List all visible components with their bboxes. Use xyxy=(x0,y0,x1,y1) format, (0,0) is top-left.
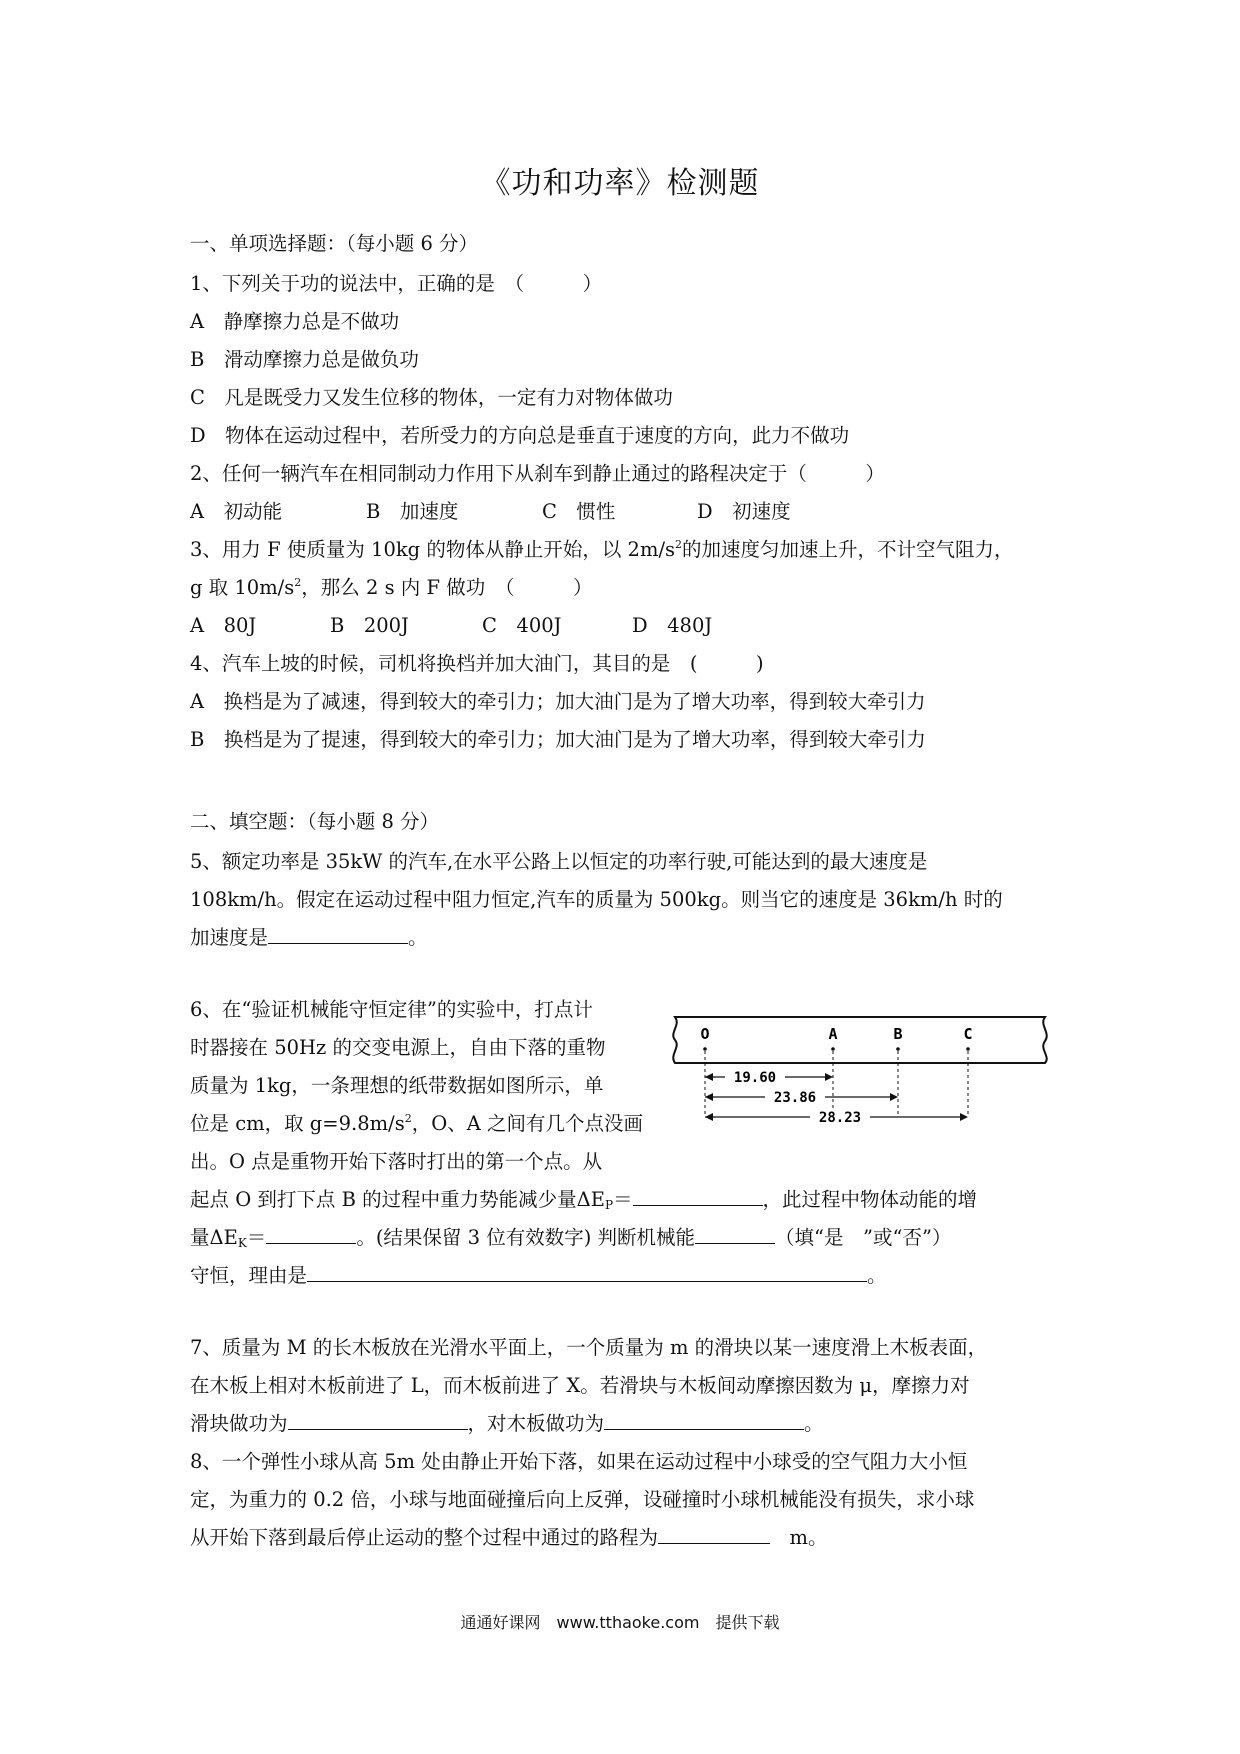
q8-line1: 8、一个弹性小球从高 5m 处由静止开始下落，如果在运动过程中小球受的空气阻力大小恒 xyxy=(190,1450,968,1473)
tape-dot-a xyxy=(831,1047,835,1051)
q3-stem-line2 xyxy=(190,574,1070,602)
q5-answer-blank[interactable] xyxy=(268,925,408,944)
q2-options xyxy=(190,498,1070,526)
q6-line4-text-end: ，O、A 之间有几个点没画 xyxy=(411,1112,643,1135)
q8-label: 从开始下落到最后停止运动的整个过程中通过的路程为 xyxy=(190,1526,659,1549)
q8-line3 xyxy=(190,1524,1070,1552)
q6-line6 xyxy=(190,1186,1070,1214)
dimension-tail-1 xyxy=(705,1073,713,1081)
dimension-label-1: 19.60 xyxy=(733,1070,777,1086)
q6-equals: ＝ xyxy=(613,1188,633,1211)
q6-line6-text-end: ，此过程中物体动能的增 xyxy=(762,1188,978,1211)
q3-option-b: B 200J xyxy=(330,614,409,637)
q5-end: 。 xyxy=(408,926,428,949)
dimension-arrowhead-1 xyxy=(825,1073,833,1081)
q6-equals-2: ＝ xyxy=(246,1226,267,1249)
q4-option-b: B 换档是为了提速，得到较大的牵引力；加大油门是为了增大功率，得到较大牵引力 xyxy=(190,728,926,751)
dimension-arrowhead-2 xyxy=(890,1093,898,1101)
q3-option-d: D 480J xyxy=(632,614,713,637)
q6-line3: 质量为 1kg，一条理想的纸带数据如图所示，单 xyxy=(190,1074,604,1097)
tape-dimensions xyxy=(705,1068,968,1126)
q7-end: 。 xyxy=(804,1412,824,1435)
q3-stem-line1 xyxy=(190,536,1070,564)
tape-dot-c xyxy=(966,1047,970,1051)
q3-option-c: C 400J xyxy=(482,614,562,637)
q7-board-work-label: ，对木板做功为 xyxy=(467,1412,605,1435)
dimension-label-3: 28.23 xyxy=(818,1110,862,1126)
q3-line2-superscript: 2 xyxy=(294,576,302,589)
q6-end: 。 xyxy=(867,1264,887,1287)
q8-unit: m。 xyxy=(770,1526,828,1549)
q3-option-a: A 80J xyxy=(190,614,257,637)
q1-option-d: D 物体在运动过程中，若所受力的方向总是垂直于速度的方向，此力不做功 xyxy=(190,424,850,447)
page-title: 《功和功率》检测题 xyxy=(480,166,760,201)
q6-subscript-p: P xyxy=(604,1198,614,1212)
q5-line1: 5、额定功率是 35kW 的汽车,在水平公路上以恒定的功率行驶,可能达到的最大速度是 xyxy=(190,850,928,873)
q6-line7-text-end: （填“是 ”或“否”） xyxy=(775,1226,952,1249)
q2-option-b: B 加速度 xyxy=(366,500,459,523)
q4-option-a: A 换档是为了减速，得到较大的牵引力；加大油门是为了增大功率，得到较大牵引力 xyxy=(190,690,926,713)
q6-conserved-blank[interactable] xyxy=(695,1225,775,1244)
q3-stem-text-end: 的加速度匀加速上升，不计空气阻力， xyxy=(682,538,1014,561)
q6-reason-blank[interactable] xyxy=(307,1263,867,1282)
q3-line2-text: g 取 10m/s xyxy=(190,576,295,599)
q6-line1: 6、在“验证机械能守恒定律”的实验中，打点计 xyxy=(190,998,593,1021)
dimension-label-2: 23.86 xyxy=(773,1090,817,1106)
q8-distance-blank[interactable] xyxy=(658,1525,770,1544)
q3-options xyxy=(190,612,1070,640)
dimension-arrowhead-3 xyxy=(960,1113,968,1121)
q7-line2: 在木板上相对木板前进了 L，而木板前进了 X。若滑块与木板间动摩擦因数为 μ，摩擦力对 xyxy=(190,1374,970,1397)
q1-option-a: A 静摩擦力总是不做功 xyxy=(190,310,400,333)
q6-line7-middle: 。(结果保留 3 位有效数字) 判断机械能 xyxy=(356,1226,696,1249)
q4-stem: 4、汽车上坡的时候，司机将换档并加大油门，其目的是 ( ) xyxy=(190,652,764,675)
q3-stem-text: 3、用力 F 使质量为 10kg 的物体从静止开始，以 2m/s xyxy=(190,538,676,561)
q7-line3 xyxy=(190,1410,1070,1438)
q7-line1: 7、质量为 M 的长木板放在光滑水平面上，一个质量为 m 的滑块以某一速度滑上木板表面， xyxy=(190,1336,988,1359)
q6-line7 xyxy=(190,1224,1070,1252)
section2-heading: 二、填空题：（每小题 8 分） xyxy=(190,810,440,833)
q1-stem: 1、下列关于功的说法中，正确的是 （ ） xyxy=(190,272,603,295)
q5-line3 xyxy=(190,924,1070,952)
tape-point-b: B xyxy=(893,1025,903,1043)
tape-point-o: O xyxy=(700,1025,710,1043)
q6-reason-label: 守恒，理由是 xyxy=(190,1264,308,1287)
q6-line2: 时器接在 50Hz 的交变电源上，自由下落的重物 xyxy=(190,1036,606,1059)
q6-potential-energy-blank[interactable] xyxy=(633,1187,763,1206)
q5-line2: 108km/h。假定在运动过程中阻力恒定,汽车的质量为 500kg。则当它的速度是 36km/h 时的 xyxy=(190,888,1003,911)
q1-option-c: C 凡是既受力又发生位移的物体，一定有力对物体做功 xyxy=(190,386,673,409)
q2-stem: 2、任何一辆汽车在相同制动力作用下从刹车到静止通过的路程决定于（ ） xyxy=(190,462,885,485)
section1-heading: 一、单项选择题：（每小题 6 分） xyxy=(190,232,479,255)
q6-line6-text: 起点 O 到打下点 B 的过程中重力势能减少量ΔE xyxy=(190,1188,605,1211)
tape-dot-o xyxy=(703,1047,707,1051)
paper-tape-outline xyxy=(673,1017,1046,1063)
q5-label: 加速度是 xyxy=(190,926,269,949)
q2-option-a: A 初动能 xyxy=(190,500,283,523)
q7-slider-work-blank[interactable] xyxy=(288,1411,468,1430)
q8-line2: 定，为重力的 0.2 倍，小球与地面碰撞后向上反弹，设碰撞时小球机械能没有损失，求小球 xyxy=(190,1488,975,1511)
q2-option-c: C 惯性 xyxy=(542,500,616,523)
q6-line7-text: 量ΔE xyxy=(190,1226,238,1249)
q6-superscript: 2 xyxy=(404,1112,412,1125)
q3-line2-text-end: ，那么 2 s 内 F 做功 （ ） xyxy=(301,576,593,599)
q6-kinetic-energy-blank[interactable] xyxy=(266,1225,356,1244)
q6-line4-text: 位是 cm，取 g=9.8m/s xyxy=(190,1112,405,1135)
q6-subscript-k: K xyxy=(237,1236,247,1250)
q1-option-b: B 滑动摩擦力总是做负功 xyxy=(190,348,419,371)
dimension-tail-3 xyxy=(705,1113,713,1121)
tape-point-c: C xyxy=(963,1025,973,1043)
tape-point-a: A xyxy=(828,1025,838,1043)
tape-dot-b xyxy=(896,1047,900,1051)
q3-superscript: 2 xyxy=(675,538,683,551)
q7-slider-work-label: 滑块做功为 xyxy=(190,1412,288,1435)
q2-option-d: D 初速度 xyxy=(697,500,791,523)
footer-credit: 通通好课网 www.tthaoke.com 提供下载 xyxy=(460,1613,780,1632)
q7-board-work-blank[interactable] xyxy=(604,1411,804,1430)
paper-tape-figure xyxy=(665,1005,1065,1140)
dimension-tail-2 xyxy=(705,1093,713,1101)
q6-line5: 出。O 点是重物开始下落时打出的第一个点。从 xyxy=(190,1150,603,1173)
q6-line8 xyxy=(190,1262,1070,1290)
